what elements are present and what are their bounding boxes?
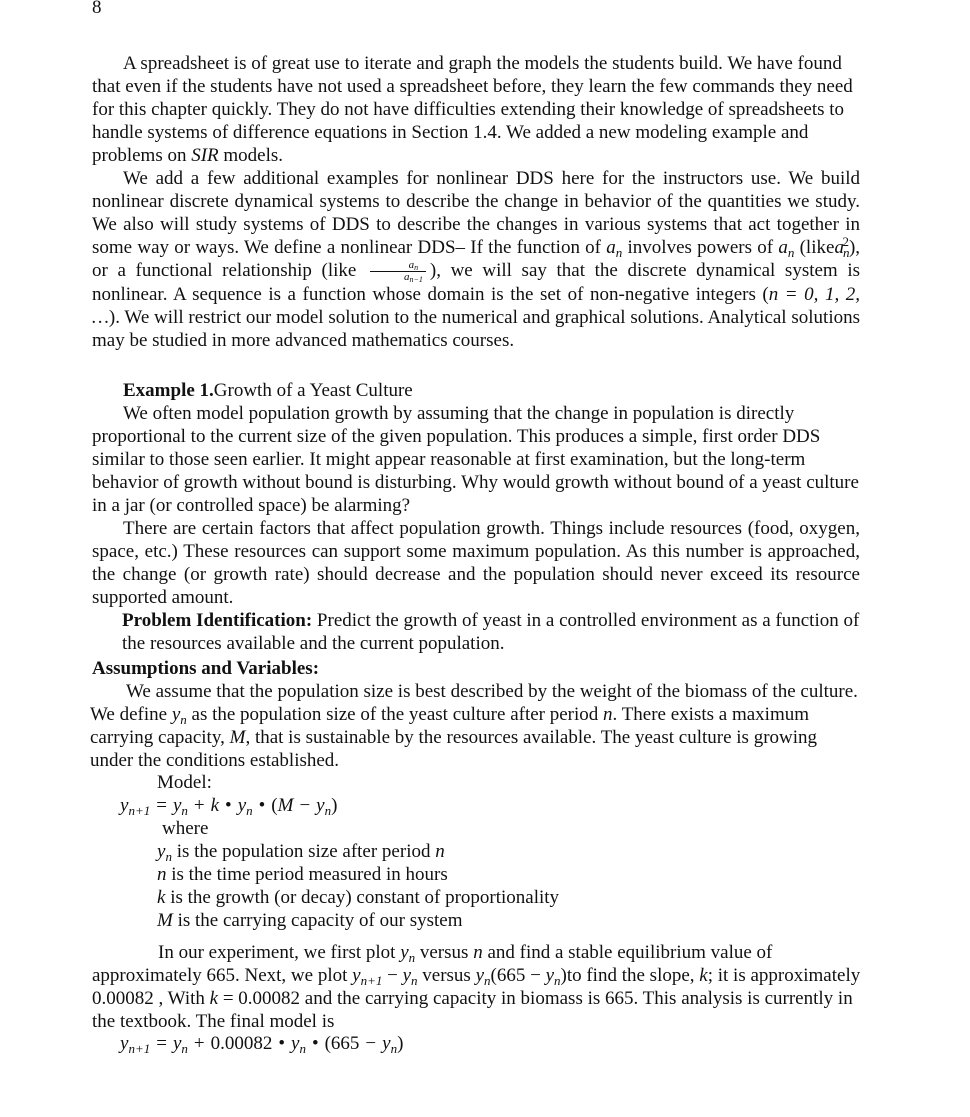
page-number: 8 — [92, 0, 102, 18]
experiment-text-h: and the carrying capacity in biomass is 665. This analysis is currently in the textbook. The final model is — [92, 988, 853, 1032]
intro-p2-text-f: ). We will restrict our model solution to the numerical and graphical solutions. Analytical solutions may be studied in more advanced mathematics courses. — [92, 307, 860, 352]
n-values: n = 0, 1, 2, … — [92, 284, 860, 329]
assumptions-text-a: We assume that the population size is best described by the weight of the biomass of the culture. We define — [90, 681, 858, 725]
intro-paragraph-2: We add a few additional examples for nonlinear DDS here for the instructors use. We build nonlinear discrete dynamical systems to describe the change in behavior of the quantities we study. We also will study systems of DDS to describe the changes in various systems that act together in some way or ways. We define a nonlinear DDS– If the function of $a_n$ involves powers of $a_n$ (likea$_n^2$), or a functional relationship (like $\frac{a_n}{a_{n-1}}$ ), we will say that the discrete dynamical system is nonlinear. A sequence is a function whose domain is the set of non-negative integers (n = 0, 1, 2, …). We will restrict our model solution to the numerical and graphical solutions. Analytical solutions may be studied in more advanced mathematics courses. — [92, 168, 861, 352]
example-label: Example 1. — [123, 380, 214, 401]
experiment-text-f: ; it is approximately — [707, 965, 861, 986]
model-label-block — [157, 771, 557, 794]
definitions-list — [157, 840, 657, 932]
intro-p2-text: We add a few additional examples for nonlinear DDS here for the instructors use. We build nonlinear discrete dynamical systems to describe the change in behavior of the quantities we study. We also will study systems of DDS to describe the changes in various systems that act together in some way or ways. We define a nonlinear DDS– If the function of — [92, 168, 860, 258]
example-paragraph-2: There are certain factors that affect population growth. Things include resources (food, oxygen, space, etc.) These resources can support some maximum population. As this number is approached, the change (or growth rate) should decrease and the population should never exceed its resource supported amount. — [92, 518, 860, 608]
experiment-text-e: to find the slope, — [566, 965, 695, 986]
intro-section — [92, 52, 860, 352]
intro-p2-text-d: ), or a functional relationship (like — [92, 237, 861, 281]
definition-item: M is the carrying capacity of our system — [157, 910, 463, 931]
problem-section — [122, 609, 862, 655]
assumptions-heading: Assumptions and Variables: — [92, 658, 320, 679]
example-heading — [92, 379, 860, 402]
k-assignment: k = 0.00082 — [209, 988, 301, 1009]
example-section — [92, 379, 860, 609]
assumptions-paragraph: We assume that the population size is best described by the weight of the biomass of the culture. We define $y_n$ as the population size of the yeast culture after period n. There exists a maximum carrying capacity, M, that is sustainable by the resources available. The yeast culture is growing under the conditions established. — [90, 681, 858, 771]
assumptions-section — [90, 680, 860, 772]
intro-paragraph-1 — [92, 52, 860, 167]
experiment-paragraph: In our experiment, we first plot $y_n$ versus n and find a stable equilibrium value of approximately 665. Next, we plot $y_{n+1} - y_n$ versus $y_n(665 - y_n)to$ find the slope, k; it is approximately 0.00082 , With k = 0.00082 and the carrying capacity in biomass is 665. This analysis is currently in the textbook. The final model is — [92, 942, 861, 1032]
problem-label: Problem Identification: — [122, 610, 313, 631]
experiment-text-d: versus — [422, 965, 471, 986]
experiment-text-b: versus — [419, 942, 469, 963]
intro-p1-text: A spreadsheet is of great use to iterate and graph the models the students build. We have found that even if the students have not used a spreadsheet before, they learn the few commands they need for this chapter quickly. They do not have difficulties extending their knowledge of spreadsheets to handle systems of difference equations in Section 1.4. We added a new modeling example and problems on — [92, 53, 853, 166]
experiment-text-c: and find a stable equilibrium value of approximately 665. Next, we plot — [92, 942, 773, 986]
final-model-equation: $y_{n+1} = y_n + 0.00082$ • $y_n$ • $(665 - y_n)$ — [120, 1033, 404, 1056]
assumptions-heading-block — [92, 657, 860, 680]
where-label-block — [162, 817, 562, 840]
intro-p2-text-c: (like — [799, 237, 835, 258]
definition-item: k is the growth (or decay) constant of proportionality — [157, 887, 560, 908]
experiment-section — [92, 941, 862, 1033]
example-paragraph-1: We often model population growth by assuming that the change in population is directly proportional to the current size of the given population. This produces a simple, first order DDS similar to those seen earlier. It might appear reasonable at first examination, but the long-term behavior of growth without bound is disturbing. Why would growth without bound of a yeast culture in a jar (or controlled space) be alarming? — [92, 403, 859, 516]
intro-p2-text-b: involves powers of — [627, 237, 774, 258]
model-equation: $y_{n+1} = y_n + k$ • $y_n$ • $(M - y_n)$ — [120, 795, 338, 818]
experiment-text-g: , With — [158, 988, 205, 1009]
definition-item: $y_n$ is the population size after period n — [157, 841, 445, 864]
example-title: Growth of a Yeast Culture — [213, 380, 413, 401]
experiment-text-a: In our experiment, we first plot — [158, 942, 396, 963]
k-value: 0.00082 — [92, 988, 154, 1009]
problem-text: Predict the growth of yeast in a controlled environment as a function of the resources available and the current population. — [122, 610, 860, 654]
assumptions-text-c: . There exists a maximum carrying capacity, — [90, 704, 809, 748]
problem-paragraph — [122, 609, 862, 655]
ratio-fraction: $\frac{a_n}{a_{n-1}}$ — [370, 260, 426, 283]
assumptions-text-b: as the population size of the yeast culture after period — [191, 704, 599, 725]
assumptions-text-d: , that is sustainable by the resources available. The yeast culture is growing under the conditions established. — [90, 727, 818, 771]
definition-item: n is the time period measured in hours — [157, 864, 448, 885]
model-label: Model: — [157, 772, 212, 793]
intro-p1-tail: models. — [223, 145, 284, 166]
intro-p2-text-e: ), we will say that the discrete dynamical system is nonlinear. A sequence is a function whose domain is the set of non-negative integers ( — [92, 260, 861, 306]
where-label: where — [162, 818, 209, 839]
sir-term: SIR — [191, 145, 219, 166]
